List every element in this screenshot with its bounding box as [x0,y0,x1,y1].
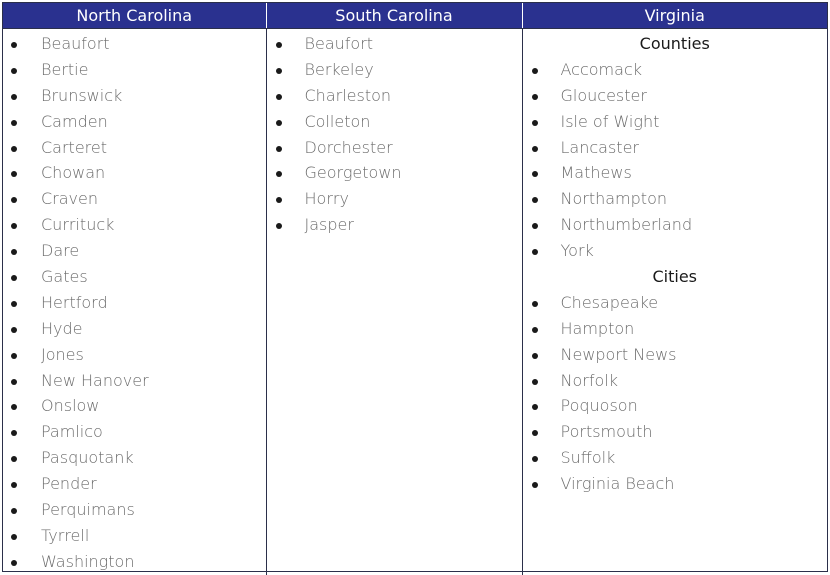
list-item [523,160,828,186]
bullet-icon [11,146,17,152]
bullet-icon [532,249,538,255]
bullet-icon [11,120,17,126]
list-item [3,31,266,57]
bullet-icon [11,223,17,229]
list-item-label: Accomack [560,59,642,79]
bullet-icon [11,534,17,540]
list-item [523,471,828,497]
list-item-label: Perquimans [41,500,135,520]
list-item-label: Tyrrell [41,525,90,545]
list-item [523,57,828,83]
list-item-label: Suffolk [560,448,616,468]
list-item-label: Dorchester [304,137,393,157]
bullet-icon [532,379,538,385]
list-item [267,212,522,238]
list-item-label: Washington [41,551,135,571]
bullet-icon [11,404,17,410]
list-item-label: Berkeley [304,59,374,79]
bullet-icon [532,327,538,333]
header-virginia: Virginia [522,3,827,29]
list-item-label: Hertford [41,292,108,312]
list-item [523,135,828,161]
north-carolina-column [3,29,266,575]
list-item [3,393,266,419]
bullet-icon [276,94,282,100]
bullet-icon [11,456,17,462]
list-item [523,83,828,109]
list-item-label: Hampton [560,318,635,338]
list-item-label: York [560,241,594,261]
south-carolina-column [266,29,522,575]
list-item-label: Chesapeake [560,292,659,312]
list-item-label: Hyde [41,318,83,338]
list-item-label: Jones [41,344,84,364]
list-item-label: Beaufort [304,34,374,53]
list-item [267,83,522,109]
list-item [267,57,522,83]
bullet-icon [532,404,538,410]
list-item [523,316,828,342]
bullet-icon [11,430,17,436]
list-item-label: Jasper [304,215,354,235]
bullet-icon [532,120,538,126]
bullet-icon [532,146,538,152]
bullet-icon [11,353,17,359]
bullet-icon [11,275,17,281]
list-item [523,186,828,212]
bullet-icon [11,68,17,74]
list-item [3,109,266,135]
list-item [523,445,828,471]
bullet-icon [276,120,282,126]
list-item [3,471,266,497]
bullet-icon [11,42,17,48]
list-item [3,238,266,264]
list-item-label: Northumberland [560,215,693,235]
bullet-icon [276,197,282,203]
list-item-label: Portsmouth [560,422,653,442]
list-item-label: Brunswick [41,85,123,105]
bullet-icon [11,482,17,488]
list-item-label: Northampton [560,189,667,209]
list-item-label: Isle of Wight [560,111,660,131]
bullet-icon [11,197,17,203]
list-item [3,445,266,471]
bullet-icon [532,171,538,177]
list-item [3,264,266,290]
list-item [523,342,828,368]
list-item [3,497,266,523]
list-item-label: Carteret [41,137,108,157]
list-item-label: Bertie [41,59,89,79]
list-item-label: Horry [304,189,349,209]
south-carolina-list [267,29,522,238]
bullet-icon [276,146,282,152]
bullet-icon [276,42,282,48]
header-row [3,3,827,29]
counties-table [2,2,828,572]
list-item-label: Craven [41,189,99,209]
list-item [523,393,828,419]
bullet-icon [532,456,538,462]
bullet-icon [532,353,538,359]
bullet-icon [11,379,17,385]
list-item-label: Currituck [41,215,115,235]
list-item-label: Pender [41,474,97,494]
list-item-label: Charleston [304,85,392,105]
bullet-icon [11,560,17,566]
bullet-icon [532,68,538,74]
list-item [267,135,522,161]
list-item [523,109,828,135]
list-item [3,523,266,549]
list-item-label: Poquoson [560,396,638,416]
list-item [3,549,266,575]
list-item-label: Beaufort [41,34,110,53]
list-item-label: Virginia Beach [560,474,675,494]
counties-heading: Counties [639,34,710,53]
bullet-icon [11,508,17,514]
list-item [3,135,266,161]
list-item-label: Lancaster [560,137,639,157]
list-item [3,212,266,238]
bullet-icon [532,301,538,307]
header-north-carolina: North Carolina [3,3,266,29]
virginia-column [522,29,827,575]
list-item-label: Onslow [41,396,100,416]
list-item-label: Georgetown [304,163,402,183]
list-item [3,186,266,212]
list-item [267,186,522,212]
list-item [3,160,266,186]
list-item-label: Norfolk [560,370,618,390]
list-item [3,342,266,368]
cities-heading: Cities [652,267,697,287]
list-item [3,57,266,83]
list-item-label: New Hanover [41,370,149,390]
list-item [267,109,522,135]
bullet-icon [11,327,17,333]
bullet-icon [276,223,282,229]
bullet-icon [11,94,17,100]
list-item-label: Pasquotank [41,448,134,468]
list-item-label: Dare [41,241,80,261]
list-item [523,212,828,238]
list-item-label: Pamlico [41,422,103,442]
list-item [267,160,522,186]
list-item-label: Chowan [41,163,106,183]
table [3,3,827,575]
bullet-icon [276,171,282,177]
list-item-label: Colleton [304,111,371,131]
bullet-icon [276,68,282,74]
header-south-carolina: South Carolina [266,3,522,29]
list-item-label: Gates [41,267,88,287]
body-row [3,29,827,575]
list-item [3,368,266,394]
list-item [3,290,266,316]
list-item [523,290,828,316]
list-item [523,419,828,445]
list-item [523,238,828,264]
bullet-icon [532,94,538,100]
virginia-cities-list [523,290,828,497]
north-carolina-list [3,29,266,575]
list-item [267,31,522,57]
list-item-label: Camden [41,111,108,131]
bullet-icon [11,171,17,177]
list-item-label: Newport News [560,344,677,364]
list-item-label: Mathews [560,163,632,183]
virginia-counties-list [523,57,828,264]
list-item-label: Gloucester [560,85,647,105]
bullet-icon [532,430,538,436]
list-item [523,368,828,394]
bullet-icon [532,223,538,229]
bullet-icon [11,301,17,307]
bullet-icon [532,197,538,203]
list-item [3,83,266,109]
bullet-icon [11,249,17,255]
list-item [3,316,266,342]
list-item [3,419,266,445]
bullet-icon [532,482,538,488]
